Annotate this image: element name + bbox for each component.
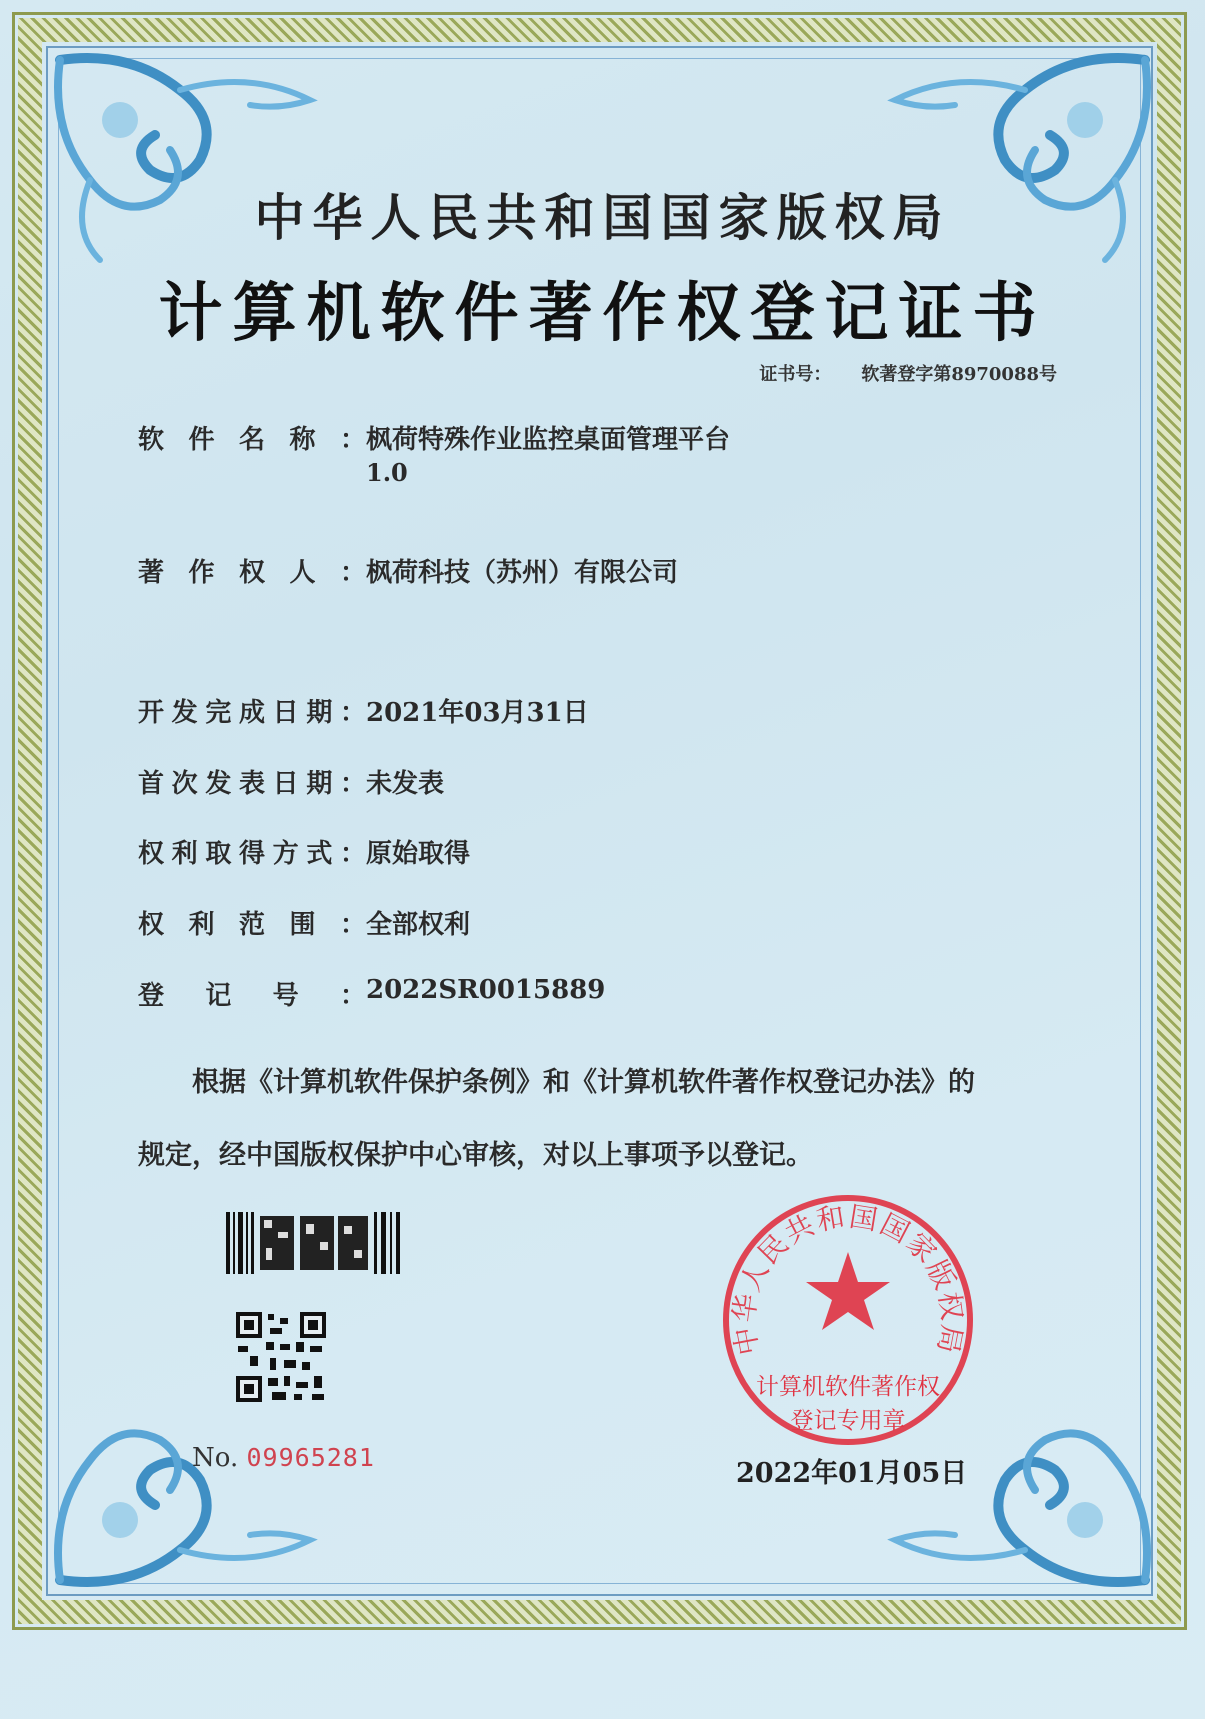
software-version: 1.0 bbox=[366, 458, 408, 487]
field-value: 枫荷特殊作业监控桌面管理平台 bbox=[366, 425, 731, 455]
field-label: 登记号： bbox=[138, 981, 366, 1011]
certificate-number bbox=[759, 360, 1057, 386]
statement-line-1: 根据《计算机软件保护条例》和《计算机软件著作权登记办法》的 bbox=[192, 1067, 975, 1098]
field-label: 软件名称： bbox=[138, 425, 366, 455]
field-rights-scope bbox=[138, 904, 471, 941]
serial-number-value: 09965281 bbox=[246, 1443, 375, 1472]
seal-ring-text: 中华人民共和国国家版权局 bbox=[727, 1199, 969, 1358]
seal-text-line-1: 计算机软件著作权 bbox=[756, 1374, 940, 1400]
statement-line-2: 规定，经中国版权保护中心审核，对以上事项予以登记。 bbox=[138, 1140, 813, 1171]
field-copyright-owner bbox=[138, 552, 679, 589]
certificate-number-value: 软著登字第8970088号 bbox=[861, 364, 1057, 385]
issue-date: 2022年01月05日 bbox=[736, 1458, 968, 1489]
issuing-authority: 中华人民共和国国家版权局 bbox=[254, 188, 951, 247]
field-value: 2021年03月31日 bbox=[366, 698, 589, 728]
field-label: 开发完成日期： bbox=[138, 698, 366, 728]
serial-prefix: No. bbox=[192, 1443, 239, 1473]
field-label: 首次发表日期： bbox=[138, 769, 366, 799]
field-value: 2022SR0015889 bbox=[366, 975, 606, 1005]
field-software-name bbox=[138, 419, 731, 456]
serial-number bbox=[192, 1443, 375, 1473]
field-label: 著作权人： bbox=[138, 558, 366, 588]
certificate-number-label: 证书号： bbox=[759, 364, 832, 385]
qr-code bbox=[236, 1312, 326, 1402]
field-value: 未发表 bbox=[366, 769, 445, 799]
certificate-title: 计算机软件著作权登记证书 bbox=[158, 276, 1047, 351]
field-value: 枫荷科技（苏州）有限公司 bbox=[366, 558, 679, 588]
corner-ornament-bottom-left bbox=[50, 1370, 350, 1590]
seal-text-line-2: 登记专用章 bbox=[790, 1408, 906, 1434]
field-registration-number bbox=[138, 975, 606, 1012]
field-first-publication-date bbox=[138, 763, 445, 800]
barcode bbox=[226, 1212, 404, 1274]
field-acquisition-method bbox=[138, 833, 471, 870]
seal-star-icon bbox=[806, 1252, 890, 1330]
field-value: 全部权利 bbox=[366, 910, 471, 940]
field-label: 权利范围： bbox=[138, 910, 366, 940]
field-label: 权利取得方式： bbox=[138, 839, 366, 869]
field-completion-date bbox=[138, 692, 589, 729]
field-value: 原始取得 bbox=[366, 839, 471, 869]
